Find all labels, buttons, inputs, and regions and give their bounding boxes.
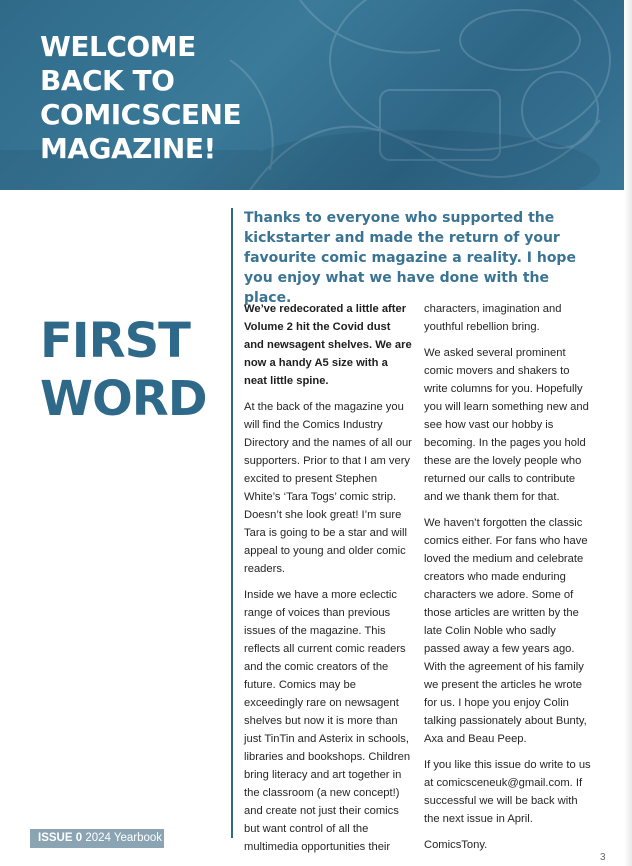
intro-paragraph: Thanks to everyone who supported the kickstarter and made the return of your favourite comic magazine a reality. I hope you enjoy what we have done with the place. bbox=[244, 210, 576, 306]
article-signature: ComicsTony. bbox=[424, 839, 488, 851]
hero-banner bbox=[0, 0, 624, 190]
section-title: FIRST WORD bbox=[40, 313, 207, 427]
column-divider bbox=[231, 208, 233, 838]
issue-footer-bar bbox=[30, 829, 164, 848]
article-column-left bbox=[244, 300, 412, 864]
page-edge bbox=[624, 0, 632, 866]
page-number: 3 bbox=[600, 852, 606, 863]
hero-title: WELCOME BACK TO COMICSCENE MAGAZINE! bbox=[40, 30, 242, 165]
article-paragraph: We asked several prominent comic movers and shakers to write columns for you. Hopefully you will learn something new and see how vast our hobby is becoming. In the pages you hold these are the lovely people who returned our calls to contribute and we thank them for that. bbox=[424, 347, 589, 503]
article-paragraph: characters, imagination and youthful rebellion bring. bbox=[424, 303, 562, 333]
left-panel bbox=[0, 190, 232, 866]
issue-year: 2024 Yearbook bbox=[85, 832, 163, 844]
article-column-right bbox=[424, 300, 594, 862]
article-paragraph: Inside we have a more eclectic range of voices than previous issues of the magazine. This reflects all current comic readers and the comic creators of the future. Comics may be exceedingly rare on newsagent shelves but now it is more than just TinTin and Asterix in schools, libraries and bookshops. Children bring literacy and art together in the classroom (a new concept!) and create not just their comics but want control of all the multimedia opportunities their bbox=[244, 589, 411, 853]
issue-label: ISSUE 0 bbox=[38, 832, 83, 844]
article-paragraph: If you like this issue do write to us at comicsceneuk@gmail.com. If successful we will be back with the next issue in April. bbox=[424, 759, 591, 825]
article-lead-paragraph: We’ve redecorated a little after Volume 2 hit the Covid dust and newsagent shelves. We are now a handy A5 size with a neat little spine. bbox=[244, 303, 412, 387]
article-paragraph: At the back of the magazine you will find the Comics Industry Directory and the names of all our supporters. Prior to that I am very excited to present Stephen White’s ‘Tara Togs’ comic strip. Doesn’t she look great! I’m sure Tara is going to be a star and will appeal to young and older comic readers. bbox=[244, 401, 412, 575]
article-paragraph: We haven’t forgotten the classic comics either. For fans who have loved the medium and celebrate creators who made enduring characters we adore. Some of those articles are written by the late Colin Noble who sadly passed away a few years ago. With the agreement of his family we present the articles he wrote for us. I hope you enjoy Colin talking passionately about Bunty, Axa and Beau Peep. bbox=[424, 517, 588, 745]
